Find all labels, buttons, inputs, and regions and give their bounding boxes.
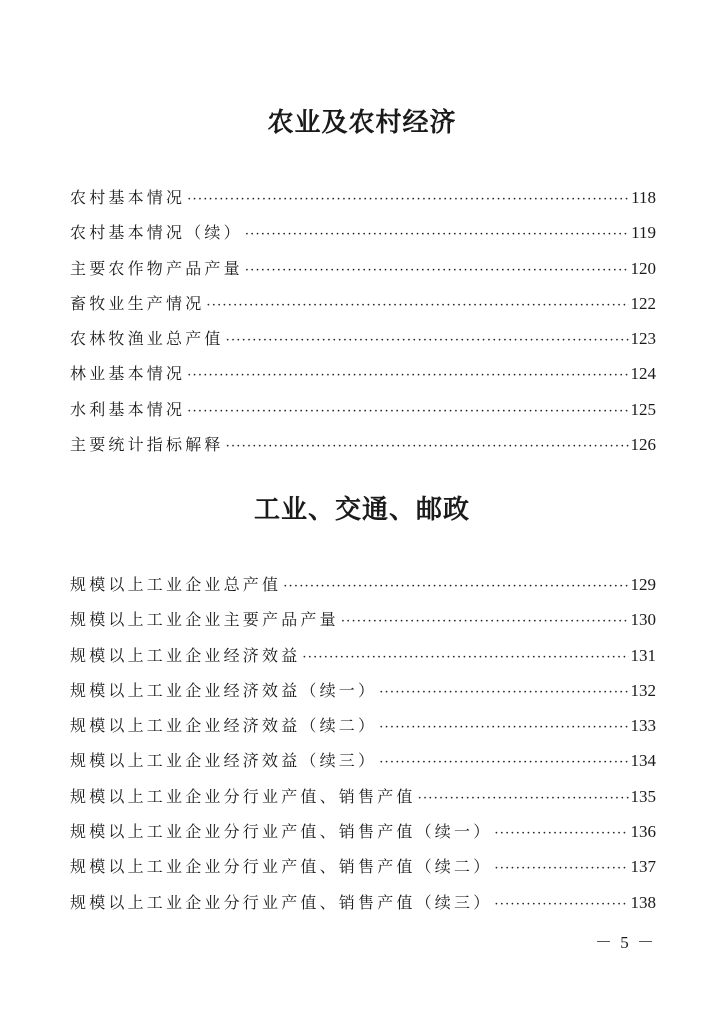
toc-entry-page: 123 — [630, 329, 656, 349]
toc-entry[interactable] — [70, 885, 656, 920]
toc-entry-label: 规模以上工业企业经济效益（续三） — [70, 751, 378, 771]
toc-dot-leader — [379, 675, 628, 710]
toc-dot-leader — [226, 323, 629, 358]
toc-dot-leader — [494, 851, 628, 886]
toc-dot-leader — [494, 887, 628, 922]
toc-dot-leader — [245, 253, 629, 288]
toc-entry-label: 农村基本情况（续） — [70, 223, 243, 243]
toc-entry-label: 畜牧业生产情况 — [70, 293, 205, 313]
section-title-industry: 工业、交通、邮政 — [253, 495, 470, 525]
toc-dot-leader — [341, 604, 629, 639]
toc-entry-label: 规模以上工业企业分行业产值、销售产值（续一） — [70, 822, 493, 842]
toc-entry[interactable] — [70, 356, 656, 391]
toc-entry-label: 规模以上工业企业分行业产值、销售产值 — [70, 786, 416, 806]
toc-entry-page: 131 — [630, 645, 656, 665]
toc-entry-page: 138 — [630, 892, 656, 912]
toc-entry[interactable] — [70, 251, 656, 286]
toc-entry[interactable] — [70, 286, 656, 321]
toc-entry-page: 136 — [630, 822, 656, 842]
toc-entry[interactable] — [70, 638, 656, 673]
toc-entry-page: 132 — [630, 680, 656, 700]
section-title-agriculture: 农业及农村经济 — [267, 108, 457, 138]
toc-entry-label: 水利基本情况 — [70, 399, 186, 419]
toc-dot-leader — [494, 816, 628, 851]
page-number: － 5 － — [595, 933, 656, 952]
toc-dot-leader — [187, 358, 628, 393]
toc-entry-label: 规模以上工业企业总产值 — [70, 575, 282, 594]
toc-entry-page: 134 — [630, 751, 656, 771]
toc-entry-page: 126 — [630, 435, 656, 455]
toc-entry[interactable] — [70, 567, 656, 602]
toc-entry[interactable] — [70, 743, 656, 778]
toc-entry-page: 125 — [630, 399, 656, 419]
toc-entry[interactable] — [70, 321, 656, 356]
toc-entry-page: 122 — [630, 293, 656, 313]
toc-entry-page: 124 — [630, 364, 656, 384]
toc-entry-page: 130 — [630, 610, 656, 630]
toc-entry[interactable] — [70, 779, 656, 814]
toc-entry-label: 规模以上工业企业经济效益 — [70, 645, 301, 665]
toc-entry-page: 120 — [630, 258, 656, 278]
toc-entry-label: 主要农作物产品产量 — [70, 258, 243, 278]
toc-entry[interactable] — [70, 708, 656, 743]
toc-dot-leader — [418, 781, 629, 816]
toc-entry-page: 133 — [630, 716, 656, 736]
toc-entry[interactable] — [70, 180, 656, 215]
toc-dot-leader — [379, 710, 628, 745]
toc-entry[interactable] — [70, 849, 656, 884]
toc-list-agriculture — [70, 180, 656, 462]
toc-entry[interactable] — [70, 427, 656, 462]
toc-entry-page: 118 — [631, 188, 656, 207]
toc-entry-page: 119 — [631, 223, 656, 243]
toc-entry-label: 规模以上工业企业分行业产值、销售产值（续二） — [70, 857, 493, 877]
toc-dot-leader — [187, 182, 629, 217]
toc-entry-label: 林业基本情况 — [70, 364, 186, 384]
toc-dot-leader — [187, 394, 628, 429]
toc-entry-page: 135 — [630, 786, 656, 806]
toc-entry-label: 规模以上工业企业主要产品产量 — [70, 610, 339, 630]
toc-entry-page: 137 — [630, 857, 656, 877]
toc-entry-page: 129 — [630, 575, 656, 594]
toc-entry-label: 农林牧渔业总产值 — [70, 329, 224, 349]
toc-entry[interactable] — [70, 392, 656, 427]
toc-entry-label: 规模以上工业企业经济效益（续二） — [70, 716, 378, 736]
toc-list-industry — [70, 567, 656, 920]
toc-entry[interactable] — [70, 215, 656, 250]
toc-dot-leader — [302, 640, 628, 675]
toc-entry[interactable] — [70, 673, 656, 708]
toc-entry-label: 规模以上工业企业分行业产值、销售产值（续三） — [70, 892, 493, 912]
toc-dot-leader — [283, 569, 628, 604]
toc-entry-label: 规模以上工业企业经济效益（续一） — [70, 680, 378, 700]
toc-dot-leader — [379, 745, 628, 780]
toc-dot-leader — [226, 429, 629, 464]
toc-entry-label: 主要统计指标解释 — [70, 435, 224, 455]
toc-dot-leader — [206, 288, 628, 323]
toc-entry-label: 农村基本情况 — [70, 188, 186, 207]
toc-dot-leader — [245, 217, 629, 252]
toc-entry[interactable] — [70, 814, 656, 849]
toc-entry[interactable] — [70, 602, 656, 637]
